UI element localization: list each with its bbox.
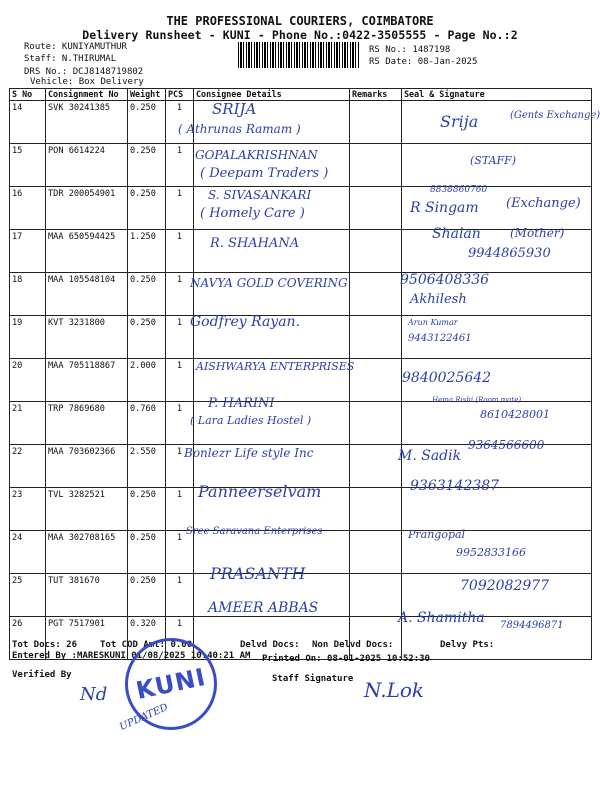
handwritten-consignee-name: P. HARINI bbox=[208, 396, 275, 411]
cell-remarks bbox=[350, 101, 402, 144]
handwritten-phone: 9944865930 bbox=[468, 246, 551, 261]
footer-tot-cod: Tot COD Amt: 0.00 bbox=[100, 640, 193, 650]
cell-sno: 25 bbox=[10, 574, 46, 617]
staff-signature: N.Lok bbox=[364, 678, 425, 702]
cell-sno: 20 bbox=[10, 359, 46, 402]
footer-verified-by: Verified By bbox=[12, 670, 72, 680]
handwritten-consignee-name: AISHWARYA ENTERPRISES bbox=[196, 360, 355, 373]
column-header: Weight bbox=[128, 89, 166, 101]
cell-pcs: 1 bbox=[166, 445, 194, 488]
handwritten-phone: 9506408336 bbox=[400, 272, 490, 288]
handwritten-consignee-name: Sree Saravana Enterprises bbox=[186, 526, 323, 537]
cell-consignment-no: PGT 7517901 bbox=[46, 617, 128, 660]
table-header-row bbox=[10, 89, 592, 101]
handwritten-signature: M. Sadik bbox=[398, 448, 462, 464]
cell-weight: 0.250 bbox=[128, 187, 166, 230]
footer-non-delvd-docs: Non Delvd Docs: bbox=[312, 640, 394, 650]
cell-weight: 0.250 bbox=[128, 144, 166, 187]
cell-remarks bbox=[350, 316, 402, 359]
meta-drs: DRS No.: DCJ8148719802 bbox=[24, 67, 144, 77]
cell-remarks bbox=[350, 144, 402, 187]
handwritten-consignee-name: SRIJA bbox=[212, 100, 257, 118]
cell-pcs: 1 bbox=[166, 230, 194, 273]
handwritten-consignee-name: S. SIVASANKARI bbox=[208, 188, 312, 202]
handwritten-signature: Prangopal bbox=[408, 528, 466, 541]
table-row bbox=[10, 316, 592, 359]
cell-pcs: 1 bbox=[166, 187, 194, 230]
cell-sno: 26 bbox=[10, 617, 46, 660]
handwritten-consignee-name: Panneerselvam bbox=[198, 482, 322, 501]
column-header: Remarks bbox=[350, 89, 402, 101]
runsheet-company-title: THE PROFESSIONAL COURIERS, COIMBATORE bbox=[166, 14, 434, 28]
cell-weight: 0.250 bbox=[128, 488, 166, 531]
handwritten-note: (Exchange) bbox=[506, 196, 581, 211]
handwritten-note: (Gents Exchange) bbox=[510, 110, 600, 121]
handwritten-consignee-address: ( Athrunas Ramam ) bbox=[178, 122, 301, 136]
cell-weight: 1.250 bbox=[128, 230, 166, 273]
cell-sno: 19 bbox=[10, 316, 46, 359]
footer-entered-by: Entered By :MARESKUNI 01/08/2025 10:40:21 AM bbox=[12, 651, 251, 661]
handwritten-consignee-name: Godfrey Rayan. bbox=[190, 314, 301, 330]
handwritten-phone: 9952833166 bbox=[456, 546, 526, 559]
cell-pcs: 1 bbox=[166, 488, 194, 531]
cell-pcs: 1 bbox=[166, 574, 194, 617]
cell-sno: 16 bbox=[10, 187, 46, 230]
stamp-ring-text: UPDATED bbox=[118, 701, 170, 734]
handwritten-phone: 9364566600 bbox=[468, 438, 545, 452]
cell-weight: 0.250 bbox=[128, 531, 166, 574]
handwritten-note: (Mother) bbox=[510, 226, 565, 240]
cell-sno: 23 bbox=[10, 488, 46, 531]
handwritten-phone: 8838860760 bbox=[430, 185, 488, 195]
meta-vehicle: Vehicle: Box Delivery bbox=[30, 77, 144, 87]
footer-delvd-docs: Delvd Docs: bbox=[240, 640, 300, 650]
verifier-signature: Nd bbox=[80, 684, 108, 705]
handwritten-consignee-name: Bonlezr Life style Inc bbox=[184, 446, 314, 460]
cell-sno: 22 bbox=[10, 445, 46, 488]
handwritten-consignee-name: R. SHAHANA bbox=[210, 236, 300, 251]
meta-staff: Staff: N.THIRUMAL bbox=[24, 54, 117, 64]
cell-remarks bbox=[350, 273, 402, 316]
cell-weight: 2.000 bbox=[128, 359, 166, 402]
cell-weight: 0.250 bbox=[128, 574, 166, 617]
cell-sno: 24 bbox=[10, 531, 46, 574]
runsheet-subtitle: Delivery Runsheet - KUNI - Phone No.:0422-3505555 - Page No.:2 bbox=[82, 28, 518, 42]
cell-consignment-no: MAA 703602366 bbox=[46, 445, 128, 488]
cell-pcs: 1 bbox=[166, 617, 194, 660]
handwritten-phone: 9443122461 bbox=[408, 333, 472, 344]
cell-pcs: 1 bbox=[166, 359, 194, 402]
cell-remarks bbox=[350, 402, 402, 445]
handwritten-consignee-address: ( Deepam Traders ) bbox=[200, 166, 329, 181]
handwritten-signature: R Singam bbox=[410, 200, 479, 216]
column-header: PCS bbox=[166, 89, 194, 101]
cell-pcs: 1 bbox=[166, 402, 194, 445]
handwritten-signature: A. Shamitha bbox=[398, 610, 485, 626]
drs-barcode bbox=[238, 42, 360, 68]
handwritten-signature: Akhilesh bbox=[410, 292, 467, 307]
cell-remarks bbox=[350, 187, 402, 230]
footer-printed-on: Printed On: 08-01-2025 10:52:30 bbox=[262, 654, 430, 664]
column-header: Seal & Signature bbox=[402, 89, 592, 101]
meta-rs-no: RS No.: 1487198 bbox=[369, 45, 451, 55]
cell-weight: 0.250 bbox=[128, 273, 166, 316]
cell-consignment-no: MAA 105548104 bbox=[46, 273, 128, 316]
cell-pcs: 1 bbox=[166, 101, 194, 144]
footer-tot-docs: Tot Docs: 26 bbox=[12, 640, 78, 650]
cell-weight: 2.550 bbox=[128, 445, 166, 488]
handwritten-note: (STAFF) bbox=[470, 154, 517, 167]
meta-route: Route: KUNIYAMUTHUR bbox=[24, 42, 127, 52]
cell-consignment-no: MAA 302708165 bbox=[46, 531, 128, 574]
cell-remarks bbox=[350, 230, 402, 273]
cell-weight: 0.320 bbox=[128, 617, 166, 660]
cell-pcs: 1 bbox=[166, 144, 194, 187]
cell-weight: 0.760 bbox=[128, 402, 166, 445]
meta-rs-date: RS Date: 08-Jan-2025 bbox=[369, 57, 478, 67]
cell-sno: 18 bbox=[10, 273, 46, 316]
handwritten-signature: Shalan bbox=[432, 226, 481, 242]
handwritten-consignee-name: AMEER ABBAS bbox=[208, 600, 319, 616]
cell-pcs: 1 bbox=[166, 316, 194, 359]
cell-consignment-no: MAA 650594425 bbox=[46, 230, 128, 273]
cell-consignment-no: TUT 381670 bbox=[46, 574, 128, 617]
column-header: S No bbox=[10, 89, 46, 101]
column-header: Consignment No bbox=[46, 89, 128, 101]
handwritten-signature: Hema Rishi (Room mate) bbox=[432, 396, 522, 404]
cell-remarks bbox=[350, 488, 402, 531]
cell-consignment-no: TDR 200054901 bbox=[46, 187, 128, 230]
handwritten-consignee-address: ( Homely Care ) bbox=[200, 206, 305, 221]
handwritten-consignee-address: ( Lara Ladies Hostel ) bbox=[190, 414, 312, 427]
cell-remarks bbox=[350, 574, 402, 617]
cell-consignment-no: MAA 705118867 bbox=[46, 359, 128, 402]
column-header: Consignee Details bbox=[194, 89, 350, 101]
handwritten-phone: 7894496871 bbox=[500, 620, 564, 631]
cell-consignment-no: TVL 3282521 bbox=[46, 488, 128, 531]
cell-sno: 14 bbox=[10, 101, 46, 144]
cell-pcs: 1 bbox=[166, 531, 194, 574]
cell-pcs: 1 bbox=[166, 273, 194, 316]
footer-staff-signature: Staff Signature bbox=[272, 674, 354, 684]
handwritten-phone: 7092082977 bbox=[460, 578, 550, 594]
handwritten-phone: 8610428001 bbox=[480, 408, 550, 421]
handwritten-consignee-name: GOPALAKRISHNAN bbox=[195, 148, 318, 162]
cell-consignment-no: KVT 3231800 bbox=[46, 316, 128, 359]
cell-consignment-no: SVK 30241385 bbox=[46, 101, 128, 144]
cell-sno: 21 bbox=[10, 402, 46, 445]
handwritten-signature: Arun Kumar bbox=[408, 318, 458, 327]
cell-sno: 17 bbox=[10, 230, 46, 273]
handwritten-phone: 9840025642 bbox=[402, 370, 492, 386]
cell-remarks bbox=[350, 359, 402, 402]
stamp-text: KUNI bbox=[133, 662, 209, 706]
handwritten-consignee-name: PRASANTH bbox=[210, 564, 306, 583]
cell-weight: 0.250 bbox=[128, 316, 166, 359]
handwritten-consignee-name: NAVYA GOLD COVERING bbox=[190, 276, 348, 290]
handwritten-phone: 9363142387 bbox=[410, 478, 500, 494]
cell-seal-signature bbox=[402, 101, 592, 144]
footer-delvy-pts: Delvy Pts: bbox=[440, 640, 495, 650]
cell-sno: 15 bbox=[10, 144, 46, 187]
cell-consignment-no: TRP 7869680 bbox=[46, 402, 128, 445]
cell-remarks bbox=[350, 531, 402, 574]
cell-weight: 0.250 bbox=[128, 101, 166, 144]
cell-remarks bbox=[350, 445, 402, 488]
cell-consignment-no: PON 6614224 bbox=[46, 144, 128, 187]
handwritten-signature: Srija bbox=[440, 112, 479, 131]
